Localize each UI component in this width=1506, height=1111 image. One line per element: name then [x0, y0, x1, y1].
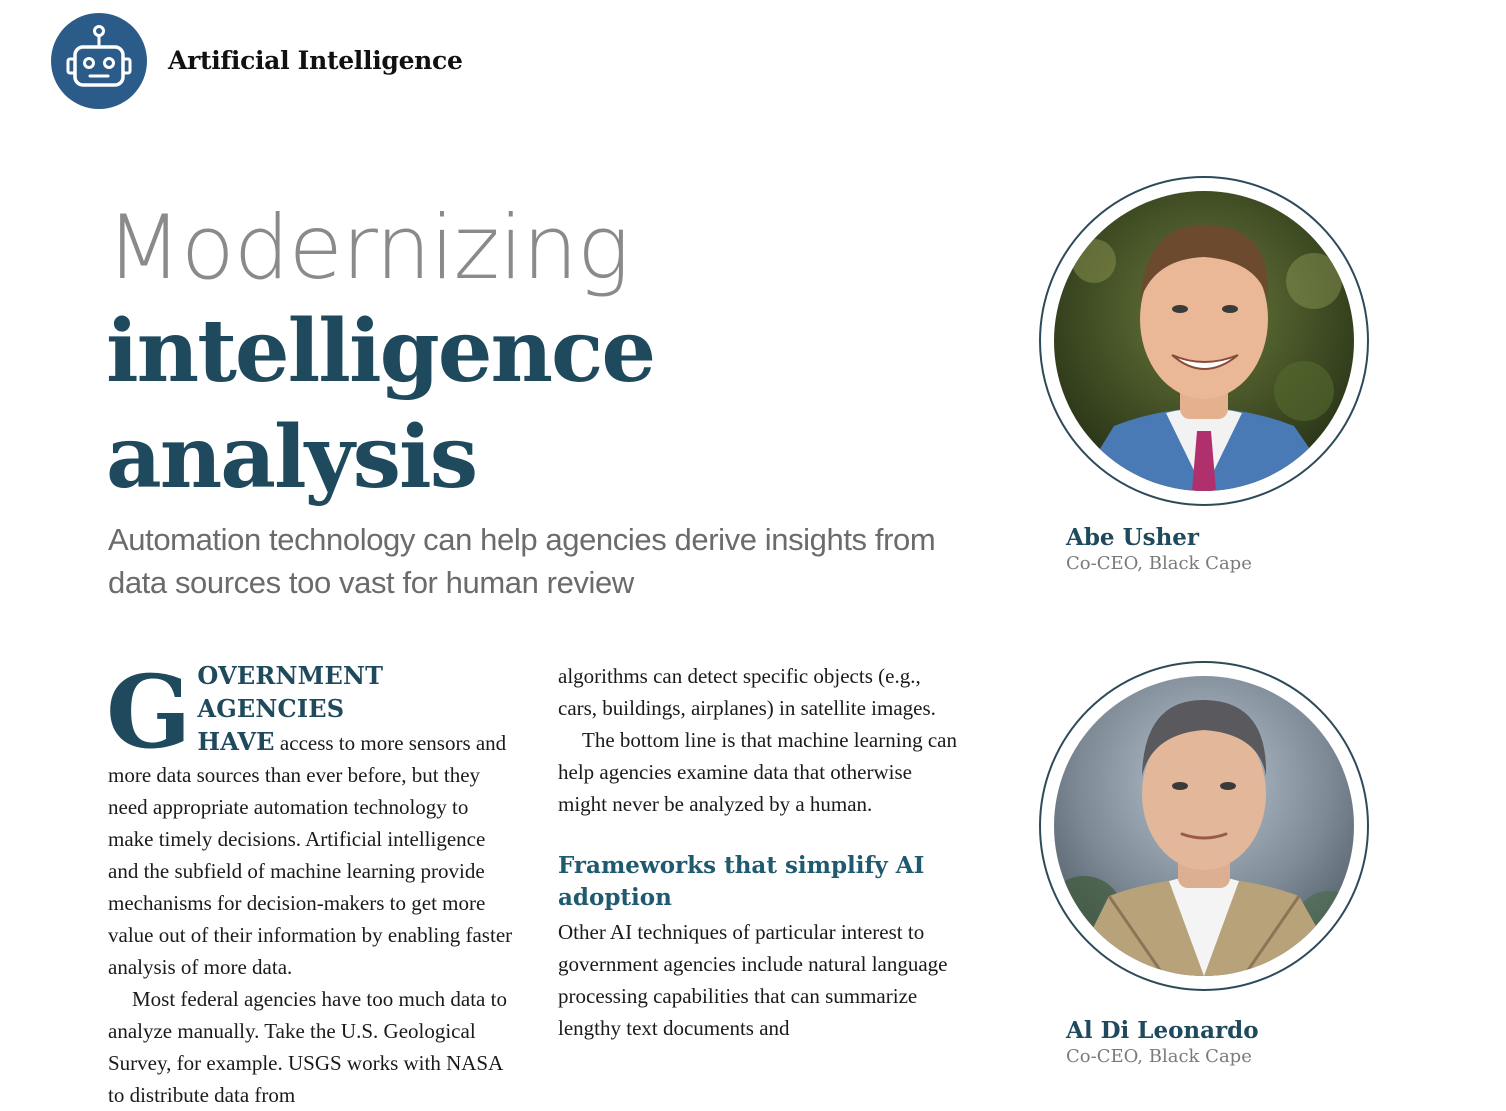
article-column-middle	[558, 660, 958, 1044]
article-column-left	[106, 653, 513, 1111]
article-paragraph-4: The bottom line is that machine learning can help agencies examine data that otherwise might never be analyzed by a human.	[558, 728, 957, 816]
robot-icon	[51, 13, 147, 109]
lead-in-caps-2: HAVE	[197, 727, 275, 756]
headline-line-3: analysis	[106, 407, 477, 508]
person-name-2: Al Di Leonardo	[1066, 1017, 1259, 1044]
article-subheading: Frameworks that simplify AI adoption	[558, 852, 925, 911]
person-photo-2	[1054, 676, 1354, 976]
person-role-1: Co-CEO, Black Cape	[1066, 553, 1252, 574]
headline-line-2: intelligence	[106, 301, 655, 402]
article-paragraph-2: Most federal agencies have too much data to analyze manually. Take the U.S. Geological Survey, for example. USGS works with NASA to distribute data from	[108, 987, 507, 1107]
person-photo-1	[1054, 191, 1354, 491]
article-paragraph-1	[106, 653, 513, 983]
person-role-2: Co-CEO, Black Cape	[1066, 1046, 1252, 1067]
section-title: Artificial Intelligence	[168, 46, 463, 75]
lead-in-caps-1: OVERNMENT AGENCIES	[197, 661, 384, 723]
subhead: Automation technology can help agencies derive insights from data sources too vast for human review	[108, 522, 936, 600]
paragraph-1-text: access to more sensors and more data sources than ever before, but they need appropriate automation technology to make timely decisions. Artificial intelligence and the subfield of machine learning provide mechanisms for decision-makers to get more value out of their information by enabling faster analysis of more data.	[108, 731, 513, 979]
portrait-al-di-leonardo	[1039, 661, 1369, 991]
article-paragraph-5: Other AI techniques of particular interest to government agencies include natural language processing capabilities that can summarize lengthy text documents and	[558, 920, 948, 1040]
section-badge	[51, 13, 147, 109]
drop-cap: G	[106, 653, 192, 771]
portrait-abe-usher	[1039, 176, 1369, 506]
article-paragraph-3: algorithms can detect specific objects (e.g., cars, buildings, airplanes) in satellite images.	[558, 664, 936, 720]
person-name-1: Abe Usher	[1066, 524, 1200, 551]
headline-line-1: Modernizing	[106, 196, 629, 299]
